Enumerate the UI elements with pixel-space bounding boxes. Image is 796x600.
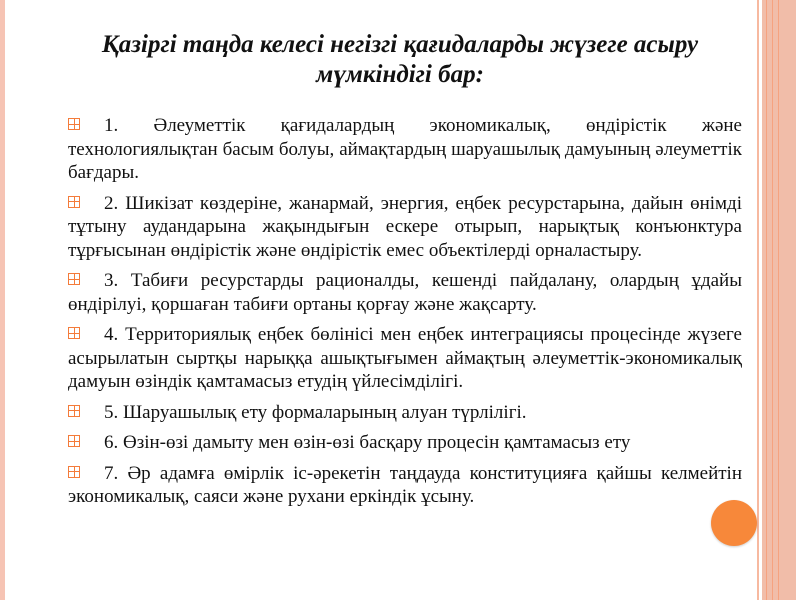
left-decor-band xyxy=(0,0,5,600)
list-item xyxy=(68,431,742,455)
bullet-icon xyxy=(68,466,80,478)
item-text: 4. Территориялық еңбек бөлінісі мен еңбек интеграциясы процесінде жүзеге асырылатын сыртқы нарыққа ашықтығымен аймақтың әлеуметтік-экономикалық дамуын өзіндік қамтамасыз етудің үйлесімділігі. xyxy=(68,324,742,392)
bullet-icon xyxy=(68,118,80,130)
list-item xyxy=(68,192,742,263)
list-item xyxy=(68,401,742,425)
orange-circle-decor xyxy=(711,500,757,546)
bullet-icon xyxy=(68,273,80,285)
bullet-icon xyxy=(68,327,80,339)
list-item xyxy=(68,462,742,509)
bullet-icon xyxy=(68,196,80,208)
item-text: 7. Әр адамға өмірлік іс-әрекетін таңдауда конституцияға қайшы келмейтін экономикалық, саяси және рухани еркіндік ұсыну. xyxy=(68,462,742,507)
bullet-list xyxy=(68,114,742,516)
list-item xyxy=(68,269,742,316)
item-text: 6. Өзін-өзі дамыту мен өзін-өзі басқару процесін қамтамасыз ету xyxy=(104,432,631,453)
slide-title: Қазіргі таңда келесі негізгі қағидаларды жүзеге асыру мүмкіндігі бар: xyxy=(101,31,699,88)
list-item xyxy=(68,323,742,394)
bullet-icon xyxy=(68,435,80,447)
item-text: 3. Табиғи ресурстарды рационалды, кешенді пайдалану, олардың ұдайы өндірілуі, қоршаған табиғи ортаны қорғау және жақсарту. xyxy=(68,270,742,315)
list-item xyxy=(68,114,742,185)
right-decor-line xyxy=(757,0,759,600)
bullet-icon xyxy=(68,405,80,417)
item-text: 1. Әлеуметтік қағидалардың экономикалық, өндірістік және технологиялықтан басым болуы, аймақтардың шаруашылық дамуының әлеуметтік бағдары. xyxy=(68,115,742,183)
right-decor-band xyxy=(762,0,796,600)
item-text: 5. Шаруашылық ету формаларының алуан түрлілігі. xyxy=(104,401,527,423)
item-text: 2. Шикізат көздеріне, жанармай, энергия, еңбек ресурстарына, дайын өнімді тұтыну аудандарына жақындығын ескере отырып, нарықтық конъюнктура тұрғысынан өндірістік және өндірістік емес объектілерді орналастыру. xyxy=(68,192,742,261)
